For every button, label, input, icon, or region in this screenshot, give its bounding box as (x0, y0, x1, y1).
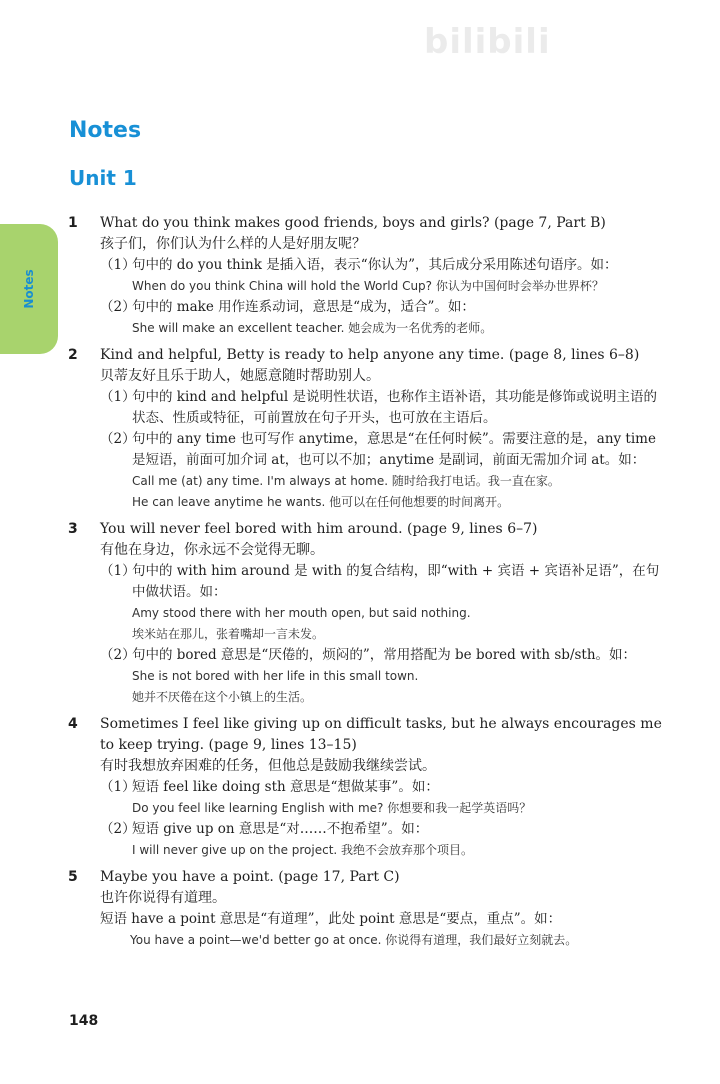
note-sub (100, 777, 668, 798)
example-sentence: 她并不厌倦在这个小镇上的生活。 (132, 690, 313, 704)
unit-heading: Unit 1 (69, 166, 137, 190)
note-sub (100, 297, 668, 318)
note-sub (100, 561, 668, 603)
sub-label: （1） (100, 563, 136, 579)
sub-text: 句中的 kind and helpful 是说明性状语，也称作主语补语，其功能是修饰或说明主语的状态、性质或特征，可前置放在句子开头，也可放在主语后。 (132, 389, 658, 426)
sub-label: （2） (100, 299, 136, 315)
note-number: 1 (68, 215, 78, 231)
watermark-logo: bilibili (424, 22, 551, 62)
note-chinese: 也许你说得有道理。 (100, 890, 226, 906)
sub-text: 句中的 make 用作连系动词，意思是“成为，适合”。如： (132, 299, 475, 315)
sub-label: （1） (100, 257, 136, 273)
example-sentence: She will make an excellent teacher. 她会成为一名优秀的老师。 (132, 321, 493, 335)
page-number: 148 (69, 1013, 99, 1029)
example-sentence: Do you feel like learning English with me? 你想要和我一起学英语吗？ (132, 801, 532, 815)
example-sentence: You have a point—we'd better go at once. 你说得有道理，我们最好立刻就去。 (130, 933, 578, 947)
side-tab (0, 224, 58, 354)
note-item (68, 714, 668, 861)
note-english: Kind and helpful, Betty is ready to help anyone any time. (page 8, lines 6–8) (100, 347, 640, 363)
sub-text: 短语 feel like doing sth 意思是“想做某事”。如： (132, 779, 439, 795)
example-sentence: I will never give up on the project. 我绝不会放弃那个项目。 (132, 843, 474, 857)
note-explanation: 短语 have a point 意思是“有道理”，此处 point 意思是“要点，重点”。如： (100, 911, 562, 927)
note-chinese: 有时我想放弃困难的任务，但他总是鼓励我继续尝试。 (100, 758, 436, 774)
note-number: 2 (68, 347, 78, 363)
note-chinese: 孩子们，你们认为什么样的人是好朋友呢？ (100, 236, 366, 252)
sub-label: （2） (100, 647, 136, 663)
sub-text: 句中的 bored 意思是“厌倦的，烦闷的”，常用搭配为 be bored with sb/sth。如： (132, 647, 637, 663)
side-tab-label: Notes (22, 269, 36, 309)
note-english: Maybe you have a point. (page 17, Part C) (100, 869, 400, 885)
example-sentence: 埃米站在那儿，张着嘴却一言未发。 (132, 627, 325, 641)
note-sub (100, 819, 668, 840)
note-item (68, 867, 668, 951)
example-sentence: She is not bored with her life in this small town. (132, 669, 419, 683)
sub-text: 句中的 with him around 是 with 的复合结构，即“with + 宾语 + 宾语补足语”，在句中做状语。如： (132, 563, 660, 600)
note-number: 4 (68, 716, 78, 732)
note-chinese: 贝蒂友好且乐于助人，她愿意随时帮助别人。 (100, 368, 380, 384)
note-sub (100, 429, 668, 471)
note-sub (100, 387, 668, 429)
sub-text: 句中的 do you think 是插入语，表示“你认为”，其后成分采用陈述句语序。如： (132, 257, 618, 273)
note-sub (100, 255, 668, 276)
sub-label: （2） (100, 431, 136, 447)
note-english: What do you think makes good friends, boys and girls? (page 7, Part B) (100, 215, 606, 231)
example-sentence: He can leave anytime he wants. 他可以在任何他想要的时间离开。 (132, 495, 510, 509)
sub-text: 句中的 any time 也可写作 anytime，意思是“在任何时候”。需要注意的是，any time 是短语，前面可加介词 at，也可以不加；anytime 是副词，前面无需加介词 at。如： (132, 431, 656, 468)
example-sentence: Amy stood there with her mouth open, but said nothing. (132, 606, 471, 620)
note-sub (100, 645, 668, 666)
note-number: 3 (68, 521, 78, 537)
note-number: 5 (68, 869, 78, 885)
note-english: Sometimes I feel like giving up on difficult tasks, but he always encourages me to keep trying. (page 9, lines 13–15) (100, 716, 662, 753)
note-item (68, 213, 668, 339)
note-chinese: 有他在身边，你永远不会觉得无聊。 (100, 542, 324, 558)
sub-label: （2） (100, 821, 136, 837)
notes-list (68, 213, 668, 957)
sub-label: （1） (100, 779, 136, 795)
example-sentence: When do you think China will hold the World Cup? 你认为中国何时会举办世界杯？ (132, 279, 604, 293)
example-sentence: Call me (at) any time. I'm always at home. 随时给我打电话。我一直在家。 (132, 474, 560, 488)
note-item (68, 345, 668, 513)
sub-label: （1） (100, 389, 136, 405)
page-heading: Notes (69, 118, 142, 143)
note-english: You will never feel bored with him around. (page 9, lines 6–7) (100, 521, 538, 537)
note-item (68, 519, 668, 708)
sub-text: 短语 give up on 意思是“对……不抱希望”。如： (132, 821, 429, 837)
